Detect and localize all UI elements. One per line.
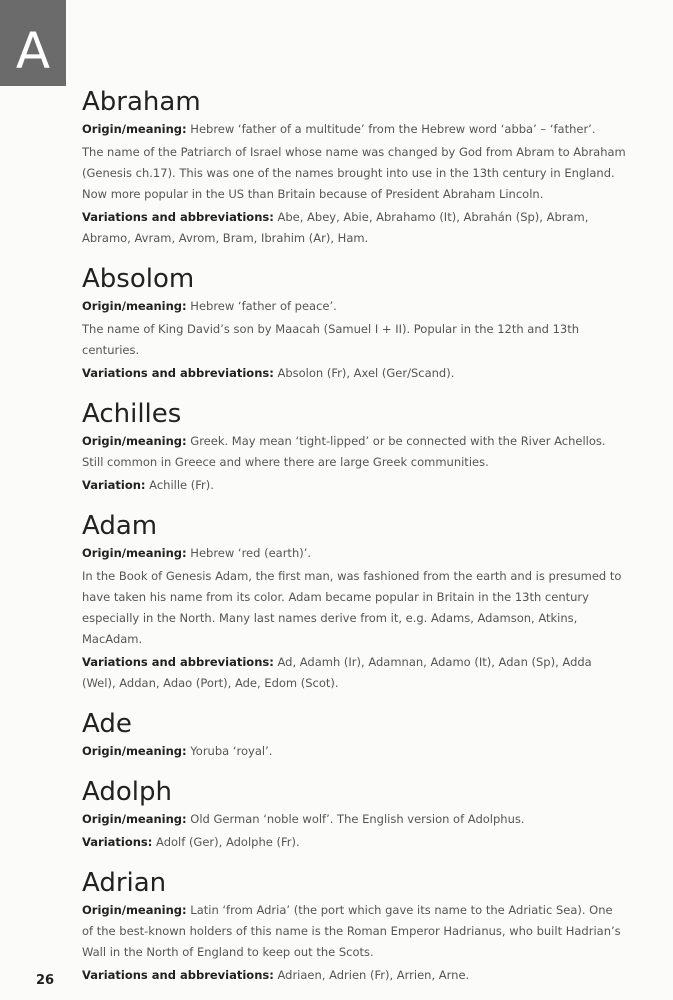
entry-field: [82, 363, 627, 384]
entry-field: [82, 832, 627, 853]
field-text: The name of King David’s son by Maacah (Samuel I + II). Popular in the 12th and 13th centuries.: [82, 322, 580, 357]
name-entry: [82, 776, 627, 853]
field-text: Hebrew ‘red (earth)’.: [186, 546, 312, 560]
entry-field: [82, 965, 627, 986]
field-text: Hebrew ‘father of peace’.: [186, 299, 337, 313]
field-text: Abe, Abey, Abie, Abrahamo (It), Abrahán (Sp), Abram, Abramo, Avram, Avrom, Bram, Ibrahim (Ar), Ham.: [82, 210, 589, 245]
entry-field: [82, 296, 627, 317]
name-entry: [82, 263, 627, 384]
field-label: Origin/meaning:: [82, 434, 187, 448]
field-label: Origin/meaning:: [82, 812, 187, 826]
field-label: Origin/meaning:: [82, 546, 187, 560]
entry-name: Adam: [82, 511, 158, 541]
field-text: Hebrew ‘father of a multitude’ from the Hebrew word ‘abba’ – ‘father’.: [186, 122, 596, 136]
entry-name: Ade: [82, 709, 132, 739]
name-entry: [82, 86, 627, 249]
field-text: Yoruba ‘royal’.: [186, 744, 273, 758]
name-entry: [82, 708, 627, 762]
entry-description: [82, 319, 627, 361]
entry-description: [82, 142, 627, 205]
field-label: Variations and abbreviations:: [82, 968, 274, 982]
field-label: Variations and abbreviations:: [82, 655, 274, 669]
name-entry: [82, 398, 627, 496]
field-text: Greek. May mean ‘tight-lipped’ or be connected with the River Achellos. Still common in Greece and where there are large Greek communities.: [82, 434, 606, 469]
field-text: Absolon (Fr), Axel (Ger/Scand).: [273, 366, 455, 380]
section-letter-tab: [0, 0, 66, 86]
entry-name: Adolph: [82, 777, 172, 807]
name-entry: [82, 510, 627, 694]
field-label: Origin/meaning:: [82, 744, 187, 758]
field-text: Adriaen, Adrien (Fr), Arrien, Arne.: [273, 968, 470, 982]
field-label: Origin/meaning:: [82, 122, 187, 136]
field-label: Origin/meaning:: [82, 903, 187, 917]
field-text: Ad, Adamh (Ir), Adamnan, Adamo (It), Adan (Sp), Adda (Wel), Addan, Adao (Port), Ade, Edom (Scot).: [82, 655, 592, 690]
field-label: Variations:: [82, 835, 153, 849]
field-text: Achille (Fr).: [145, 478, 214, 492]
section-letter: A: [15, 22, 51, 80]
field-text: The name of the Patriarch of Israel whose name was changed by God from Abram to Abraham (Genesis ch.17). This was one of the names brought into use in the 13th century in England. Now more popular in the US than Britain because of President Abraham Lincoln.: [82, 145, 626, 201]
entry-field: [82, 475, 627, 496]
entry-name: Abraham: [82, 87, 201, 117]
entry-field: [82, 741, 627, 762]
entry-field: [82, 900, 627, 963]
entry-field: [82, 543, 627, 564]
entry-description: [82, 566, 627, 650]
field-text: Latin ‘from Adria’ (the port which gave its name to the Adriatic Sea). One of the best-known holders of this name is the Roman Emperor Hadrianus, who built Hadrian’s Wall in the North of England to keep out the Scots.: [82, 903, 621, 959]
field-text: Adolf (Ger), Adolphe (Fr).: [152, 835, 300, 849]
entry-name: Absolom: [82, 264, 195, 294]
entry-field: [82, 207, 627, 249]
entry-field: [82, 431, 627, 473]
entry-field: [82, 809, 627, 830]
field-text: Old German ‘noble wolf’. The English version of Adolphus.: [186, 812, 525, 826]
field-label: Variations and abbreviations:: [82, 366, 274, 380]
entry-field: [82, 119, 627, 140]
field-label: Variation:: [82, 478, 146, 492]
entry-name: Achilles: [82, 399, 182, 429]
entry-name: Adrian: [82, 868, 167, 898]
name-entry: [82, 867, 627, 986]
entry-field: [82, 652, 627, 694]
page-number: 26: [36, 973, 55, 988]
field-text: In the Book of Genesis Adam, the first man, was fashioned from the earth and is presumed to have taken his name from its color. Adam became popular in Britain in the 13th century especially in the North. Many last names derive from it, e.g. Adams, Adamson, Atkins, MacAdam.: [82, 569, 622, 646]
field-label: Variations and abbreviations:: [82, 210, 274, 224]
entry-list: [82, 86, 627, 1000]
field-label: Origin/meaning:: [82, 299, 187, 313]
